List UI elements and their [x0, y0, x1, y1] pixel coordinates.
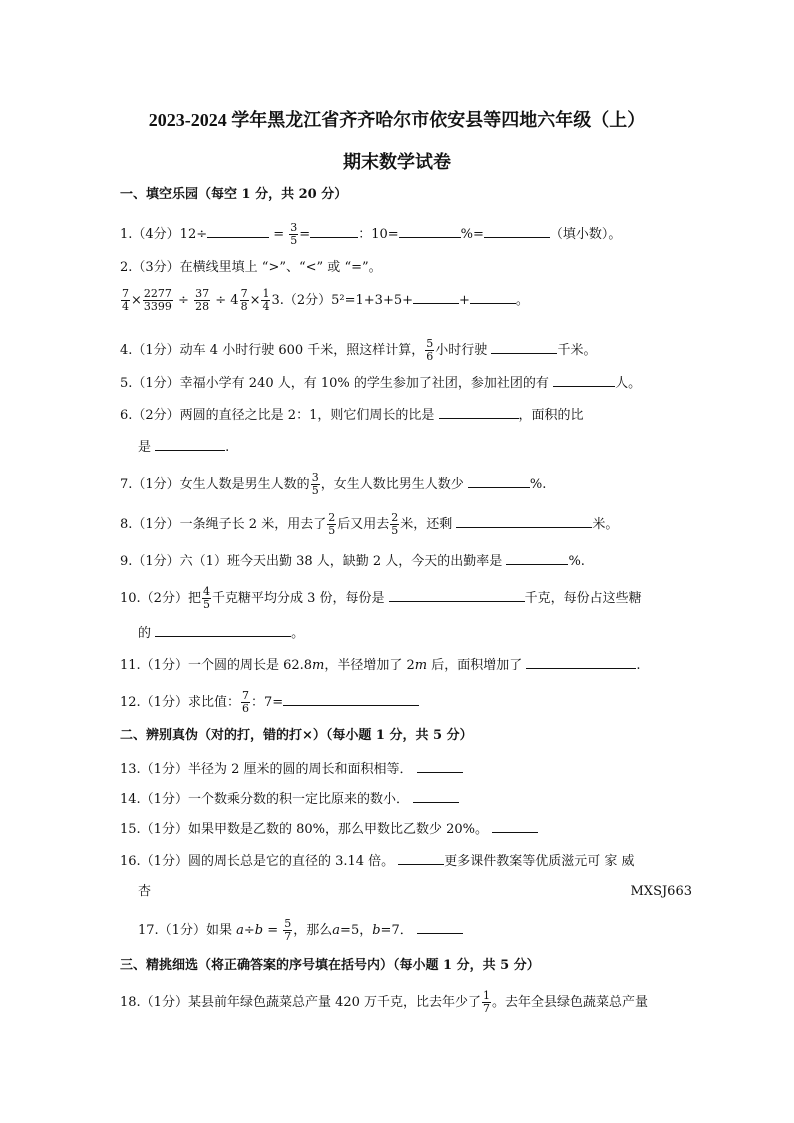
- question-9: 9.（1分）六（1）班今天出勤 38 人，缺勤 2 人，今天的出勤率是 %.: [120, 550, 674, 572]
- fraction: $\frac{4}{5}$: [202, 585, 210, 611]
- fraction: $\frac{37}{28}$: [195, 287, 210, 313]
- exam-title-line2: 期末数学试卷: [343, 152, 451, 172]
- answer-blank[interactable]: [155, 436, 225, 451]
- fraction: $\frac{7}{4}$: [122, 287, 129, 313]
- question-6: 6.（2分）两圆的直径之比是 2：1，则它们周长的比是 ，面积的比: [120, 404, 674, 426]
- question-8: 8.（1分）一条绳子长 2 米，用去了 $\frac{2}{5}$ 后又用去 $\frac{2}{5}$ 米，还剩 米。: [120, 511, 619, 537]
- question-16-cont: 杏 MXSJ663: [138, 882, 674, 902]
- question-12: 12.（1分）求比值： $\frac{7}{6}$ ：7=: [120, 690, 674, 715]
- question-7: 7.（1分）女生人数是男生人数的 $\frac{3}{5}$ ，女生人数比男生人数少 %.: [120, 471, 547, 497]
- question-6-cont: 是 .: [138, 436, 674, 458]
- fraction: $\frac{2277}{3399}$: [143, 287, 172, 313]
- fraction: $\frac{5}{6}$: [426, 337, 434, 363]
- answer-blank[interactable]: [553, 372, 615, 387]
- question-5: 5.（1分）幸福小学有 240 人，有 10% 的学生参加了社团，参加社团的有 人。: [120, 372, 674, 394]
- question-10: 10.（2分）把 $\frac{4}{5}$ 千克糖平均分成 3 份，每份是 千克，每份占这些糖: [120, 585, 642, 611]
- answer-blank[interactable]: [155, 622, 291, 637]
- answer-blank[interactable]: [491, 339, 557, 354]
- answer-blank[interactable]: [439, 404, 519, 419]
- fraction: $\frac{1}{7}$: [483, 989, 491, 1015]
- answer-blank[interactable]: [398, 850, 444, 865]
- question-18: 18.（1分）某县前年绿色蔬菜总产量 420 万千克，比去年少了 $\frac{1}{7}$ 。去年全县绿色蔬菜总产量: [120, 989, 649, 1015]
- question-11: 11.（1分）一个圆的周长是 62.8m，半径增加了 2m 后，面积增加了 .: [120, 654, 674, 676]
- watermark-code: MXSJ663: [630, 884, 692, 899]
- answer-blank[interactable]: [413, 788, 459, 803]
- section-3-heading: 三、精挑细选（将正确答案的序号填在括号内）（每小题 1 分，共 5 分）: [120, 958, 540, 973]
- answer-blank[interactable]: [456, 513, 592, 528]
- answer-blank[interactable]: [506, 550, 568, 565]
- fraction: $\frac{3}{5}$: [290, 221, 298, 247]
- question-14: 14.（1分）一个数乘分数的积一定比原来的数小．: [120, 788, 674, 810]
- question-17: 17.（1分）如果 a÷b = $\frac{5}{7}$ ，那么a=5，b=7．: [138, 918, 674, 943]
- answer-blank[interactable]: [417, 919, 463, 934]
- answer-blank[interactable]: [413, 289, 459, 304]
- fraction: $\frac{7}{6}$: [241, 689, 249, 715]
- answer-blank[interactable]: [417, 758, 463, 773]
- question-2-3-line: $\frac{7}{4}$ × $\frac{2277}{3399}$ ÷ $\frac{37}{28}$ ÷ 4 $\frac{7}{8}$ × $\frac{1}{4}$ 3.（2分）5²=1+3+5+ + 。: [122, 287, 529, 313]
- fraction: $\frac{5}{7}$: [284, 917, 292, 943]
- section-2-heading: 二、辨别真伪（对的打，错的打×）（每小题 1 分，共 5 分）: [120, 728, 473, 743]
- fraction: $\frac{7}{8}$: [240, 287, 248, 313]
- answer-blank[interactable]: [468, 473, 530, 488]
- answer-blank[interactable]: [484, 223, 550, 238]
- answer-blank[interactable]: [310, 223, 358, 238]
- fraction: $\frac{2}{5}$: [328, 511, 336, 537]
- question-16: 16.（1分）圆的周长总是它的直径的 3.14 倍。 更多课件教案等优质滋元可 家 威: [120, 850, 674, 872]
- question-15: 15.（1分）如果甲数是乙数的 80%，那么甲数比乙数少 20%。: [120, 818, 674, 840]
- question-1: 1.（4分）12÷ = $\frac{3}{5}$ = ：10= %= （填小数）。: [120, 221, 622, 247]
- answer-blank[interactable]: [492, 818, 538, 833]
- question-4: 4.（1分）动车 4 小时行驶 600 千米，照这样计算， $\frac{5}{6}$ 小时行驶 千米。: [120, 337, 597, 363]
- answer-blank[interactable]: [470, 289, 516, 304]
- exam-title-line1: 2023-2024 学年黑龙江省齐齐哈尔市依安县等四地六年级（上）: [148, 110, 646, 130]
- question-10-cont: 的 。: [138, 622, 674, 644]
- question-13: 13.（1分）半径为 2 厘米的圆的周长和面积相等．: [120, 758, 674, 780]
- section-1-heading: 一、填空乐园（每空 1 分，共 20 分）: [120, 187, 348, 202]
- fraction: $\frac{2}{5}$: [391, 511, 399, 537]
- answer-blank[interactable]: [399, 223, 461, 238]
- answer-blank[interactable]: [207, 223, 269, 238]
- fraction: $\frac{3}{5}$: [311, 471, 319, 497]
- fraction: $\frac{1}{4}$: [262, 287, 270, 313]
- answer-blank[interactable]: [389, 587, 525, 602]
- question-2: 2.（3分）在横线里填上 “>”、“<” 或 “=”。: [120, 260, 382, 275]
- answer-blank[interactable]: [283, 691, 419, 706]
- answer-blank[interactable]: [526, 654, 636, 669]
